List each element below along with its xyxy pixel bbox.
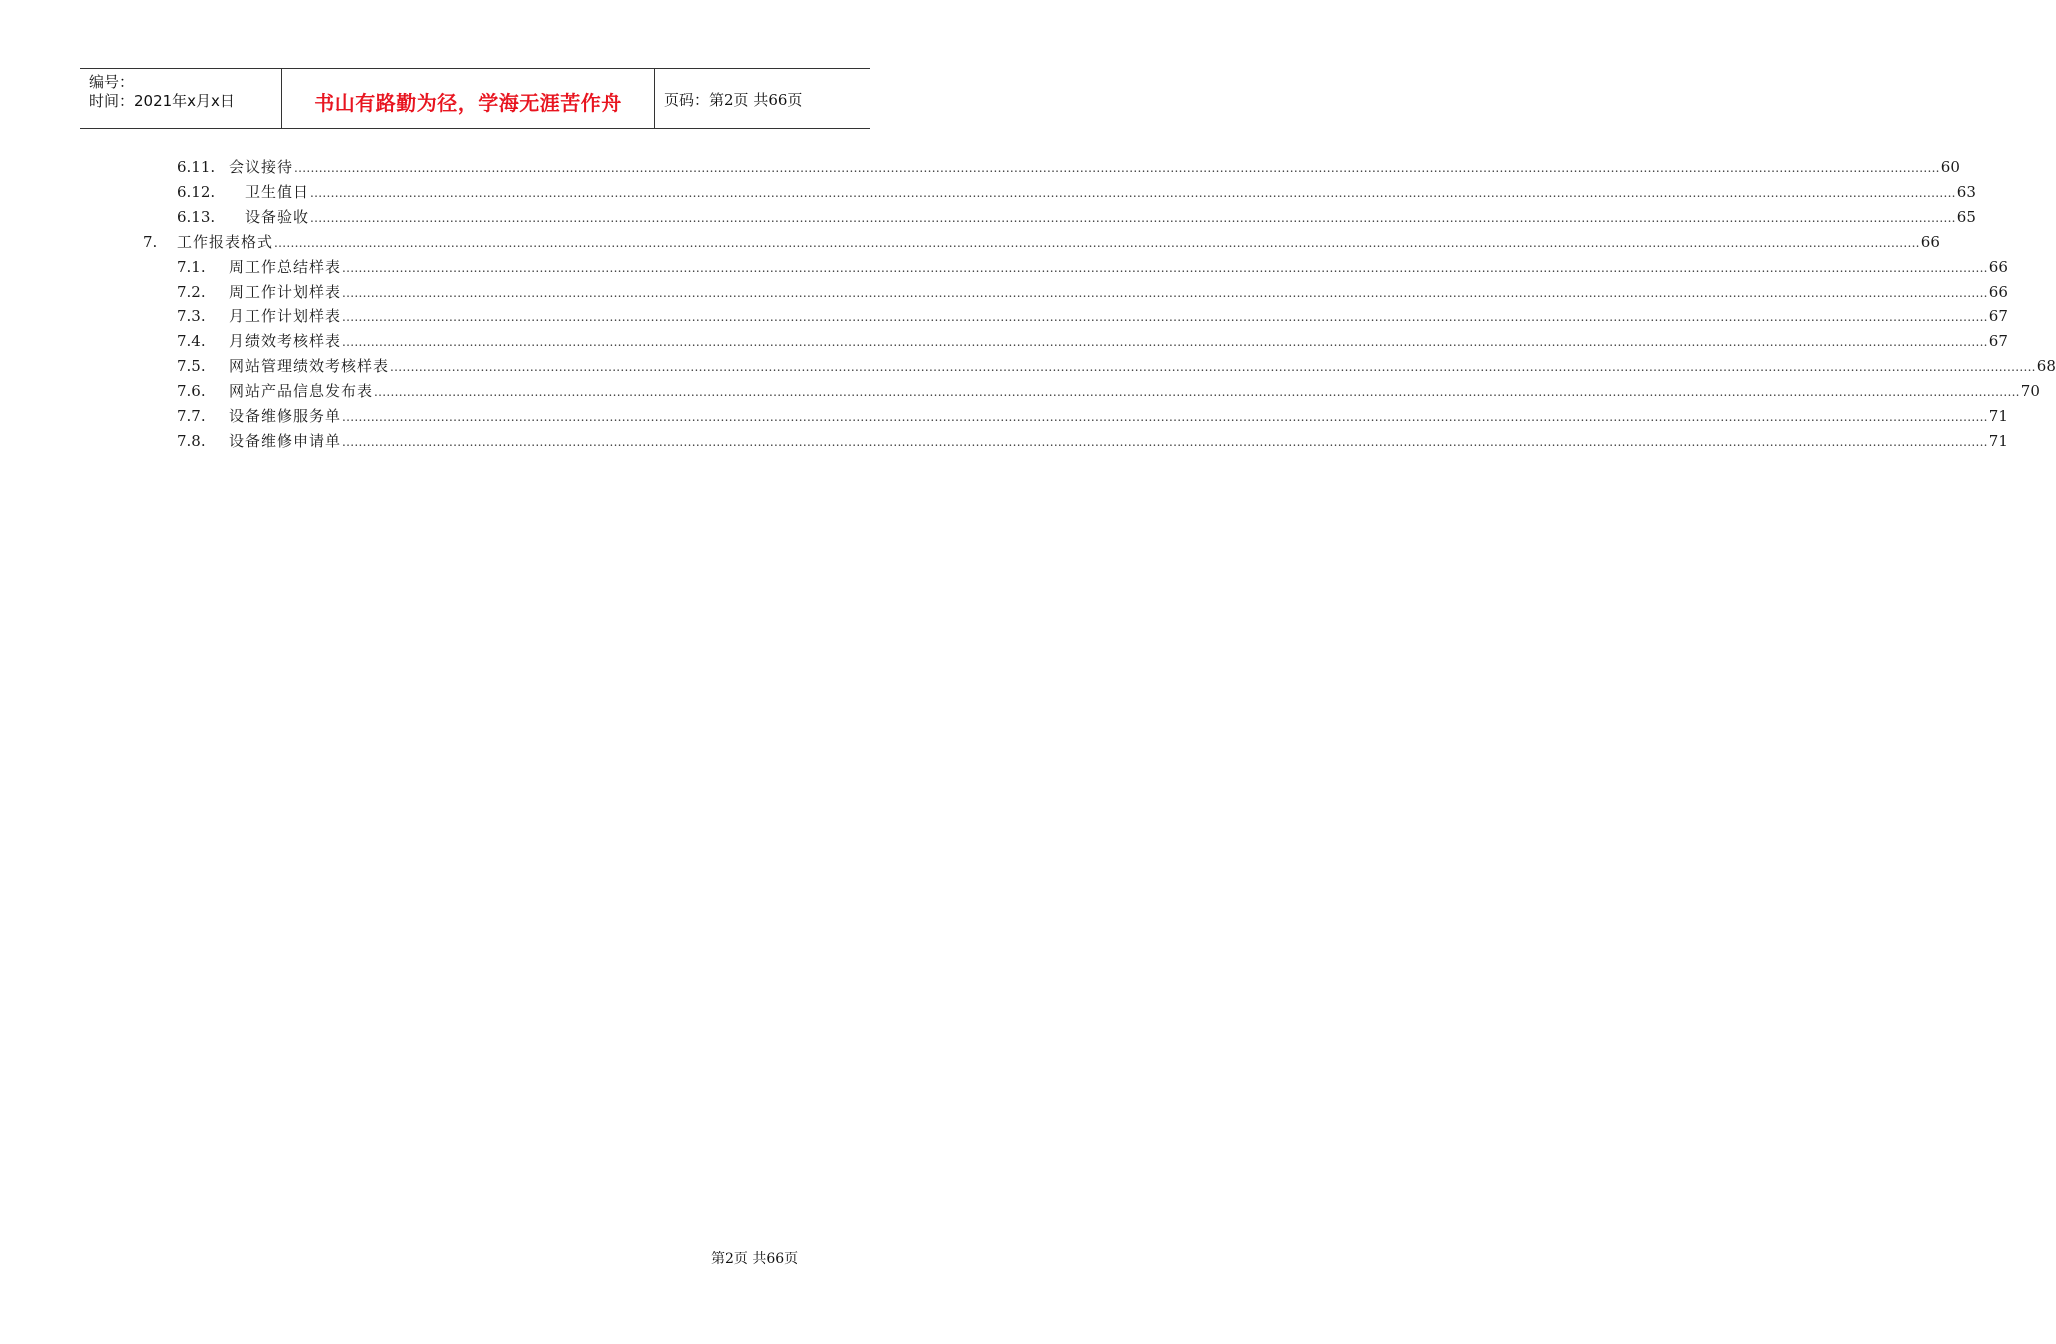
toc-dot-leader: ................................................................................................................................................................................................................................................................................................................................................................................................................ (374, 385, 2020, 400)
toc-entry-title: 设备验收 (245, 207, 310, 226)
toc-entry-page: 68 (2036, 357, 2056, 376)
toc-entry-title: 设备维修申请单 (229, 431, 342, 450)
toc-entry-number: 7.1. (177, 257, 206, 276)
toc-entry[interactable] (177, 429, 2008, 453)
toc-entry-page: 71 (1988, 431, 2008, 450)
document-header (80, 68, 870, 129)
toc-dot-leader: ................................................................................................................................................................................................................................................................................................................................................................................................................ (342, 285, 1988, 300)
toc-entry[interactable] (177, 155, 1960, 179)
toc-entry-title: 网站产品信息发布表 (229, 382, 374, 401)
document-date: 时间：2021年x月x日 (89, 92, 235, 110)
toc-entry-number: 7.4. (177, 332, 206, 351)
toc-entry-page: 66 (1988, 282, 2008, 301)
toc-entry-page: 71 (1988, 407, 2008, 425)
toc-entry-number: 7.6. (177, 382, 206, 401)
toc-entry-number: 7. (143, 232, 158, 251)
header-motto: 书山有路勤为径，学海无涯苦作舟 (314, 91, 622, 115)
toc-entry-page: 70 (2020, 382, 2040, 401)
toc-dot-leader: ................................................................................................................................................................................................................................................................................................................................................................................................................ (342, 410, 1988, 424)
header-page-label: 页码： (664, 91, 710, 109)
toc-entry-title: 网站管理绩效考核样表 (229, 357, 390, 376)
toc-entry[interactable] (177, 354, 2056, 378)
header-meta (89, 73, 235, 111)
toc-entry-page: 66 (1988, 257, 2008, 276)
toc-dot-leader: ................................................................................................................................................................................................................................................................................................................................................................................................................ (342, 434, 1988, 449)
toc-entry-title: 会议接待 (229, 158, 294, 176)
toc-entry-title: 月工作计划样表 (229, 307, 342, 326)
header-page-info: 第2页 共66页 (709, 91, 803, 109)
toc-dot-leader: ................................................................................................................................................................................................................................................................................................................................................................................................................ (310, 185, 1956, 200)
page-footer: 第2页 共66页 (711, 1251, 799, 1267)
toc-dot-leader: ................................................................................................................................................................................................................................................................................................................................................................................................................ (390, 360, 2036, 375)
toc-entry-page: 63 (1956, 182, 1976, 201)
toc-entry-title: 周工作总结样表 (229, 257, 342, 276)
toc-entry-page: 67 (1988, 307, 2008, 326)
toc-entry-page: 60 (1940, 158, 1960, 176)
toc-entry-number: 7.3. (177, 307, 206, 326)
toc-entry[interactable] (143, 230, 1940, 254)
toc-entry-title: 卫生值日 (245, 182, 310, 201)
toc-entry-number: 6.11. (177, 158, 216, 176)
toc-entry[interactable] (177, 304, 2008, 328)
toc-dot-leader: ................................................................................................................................................................................................................................................................................................................................................................................................................ (342, 260, 1988, 275)
toc-entry[interactable] (177, 205, 1976, 229)
toc-entry[interactable] (177, 329, 2008, 353)
toc-dot-leader: ................................................................................................................................................................................................................................................................................................................................................................................................................ (342, 310, 1988, 325)
toc-dot-leader: ................................................................................................................................................................................................................................................................................................................................................................................................................ (342, 335, 1988, 350)
toc-entry[interactable] (177, 280, 2008, 304)
toc-entry-number: 6.12. (177, 182, 216, 201)
toc-entry[interactable] (177, 180, 1976, 204)
toc-entry-number: 6.13. (177, 207, 216, 226)
toc-entry-title: 周工作计划样表 (229, 282, 342, 301)
toc-entry-title: 月绩效考核样表 (229, 332, 342, 351)
toc-entry-number: 7.8. (177, 431, 206, 450)
header-divider (654, 69, 655, 128)
toc-entry-number: 7.2. (177, 282, 206, 301)
toc-entry[interactable] (177, 379, 2040, 403)
toc-entry[interactable] (177, 404, 2008, 428)
toc-entry-title: 设备维修服务单 (229, 407, 342, 425)
toc-entry[interactable] (177, 255, 2008, 279)
toc-entry-number: 7.7. (177, 407, 206, 425)
toc-entry-page: 65 (1956, 207, 1976, 226)
document-number-label: 编号： (89, 73, 135, 91)
toc-dot-leader: ................................................................................................................................................................................................................................................................................................................................................................................................................ (274, 235, 1920, 250)
toc-entry-page: 67 (1988, 332, 2008, 351)
toc-entry-title: 工作报表格式 (177, 232, 274, 251)
toc-entry-number: 7.5. (177, 357, 206, 376)
toc-entry-page: 66 (1920, 232, 1940, 251)
toc-dot-leader: ................................................................................................................................................................................................................................................................................................................................................................................................................ (310, 210, 1956, 225)
header-page-number (664, 89, 802, 110)
toc-dot-leader: ................................................................................................................................................................................................................................................................................................................................................................................................................ (294, 161, 1940, 175)
